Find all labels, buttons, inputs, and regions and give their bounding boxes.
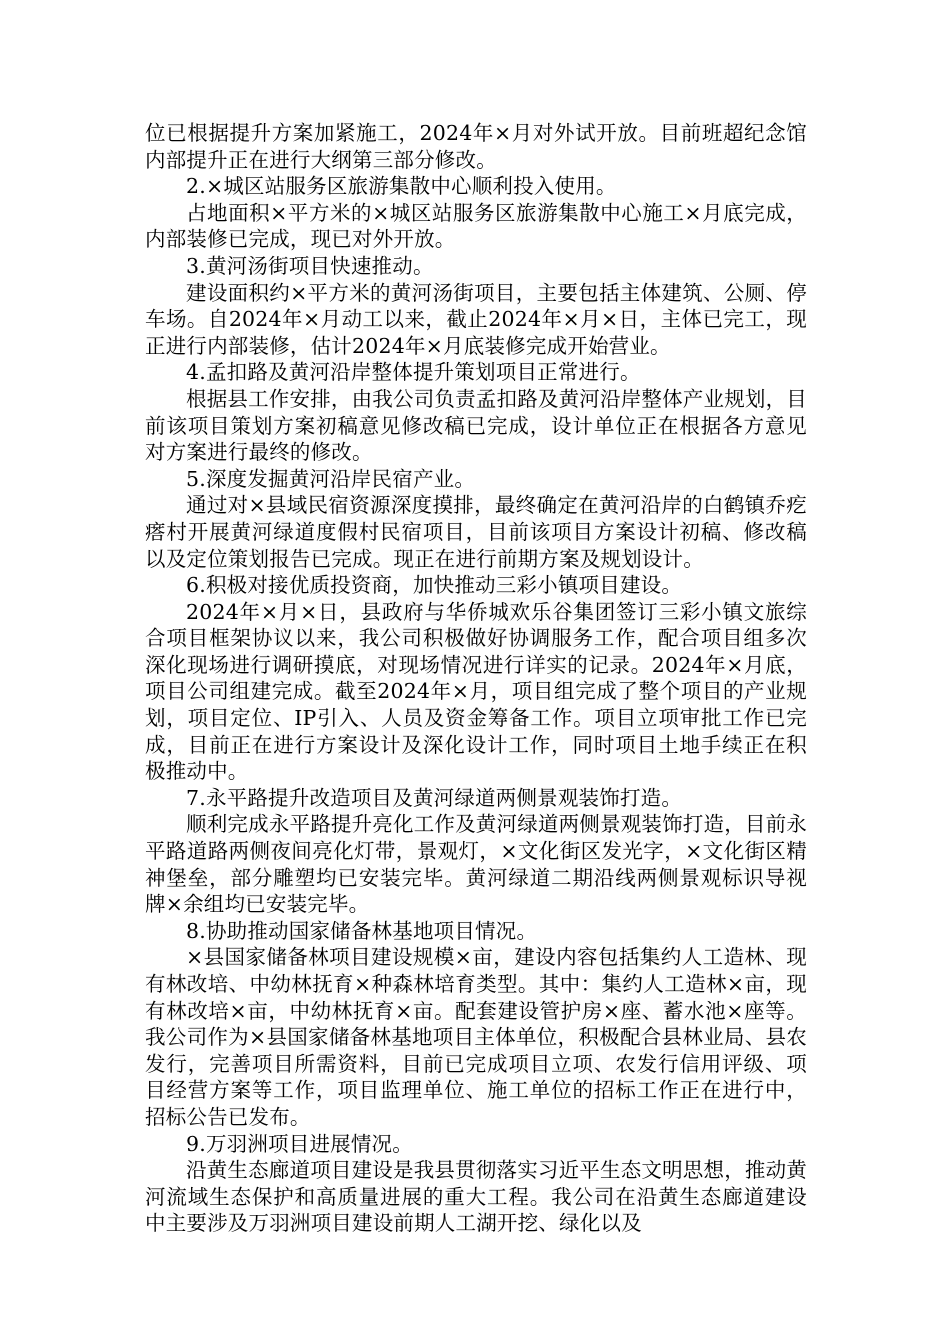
item-heading-3: 3.黄河汤街项目快速推动。: [186, 253, 434, 278]
paragraph-continued: 位已根据提升方案加紧施工，2024年×月对外试开放。目前班超纪念馆内部提升正在进行大纲第三部分修改。: [145, 121, 807, 172]
item-body-6: 2024年×月×日，县政府与华侨城欢乐谷集团签订三彩小镇文旅综合项目框架协议以来，我公司积极做好协调服务工作，配合项目组多次深化现场进行调研摸底，对现场情况进行详实的记录。2024年×月底，项目公司组建完成。截至2024年×月，项目组完成了整个项目的产业规划，项目定位、IP引入、人员及资金筹备工作。项目立项审批工作已完成，目前正在进行方案设计及深化设计工作，同时项目土地手续正在积极推动中。: [145, 599, 807, 784]
document-body: [145, 120, 807, 1237]
item-body-9: 沿黄生态廊道项目建设是我县贯彻落实习近平生态文明思想，推动黄河流域生态保护和高质量进展的重大工程。我公司在沿黄生态廊道建设中主要涉及万羽洲项目建设前期人工湖开挖、绿化以及: [145, 1158, 807, 1236]
item-body-8: ×县国家储备林项目建设规模×亩，建设内容包括集约人工造林、现有林改培、中幼林抚育×种森林培育类型。其中：集约人工造林×亩，现有林改培×亩，中幼林抚育×亩。配套建设管护房×座、蓄水池×座等。我公司作为×县国家储备林基地项目主体单位，积极配合县林业局、县农发行，完善项目所需资料，目前已完成项目立项、农发行信用评级、项目经营方案等工作，项目监理单位、施工单位的招标工作正在进行中，招标公告已发布。: [145, 945, 807, 1129]
item-heading-2: 2.×城区站服务区旅游集散中心顺利投入使用。: [186, 174, 617, 199]
item-heading-8: 8.协助推动国家储备林基地项目情况。: [186, 918, 538, 943]
item-body-7: 顺利完成永平路提升亮化工作及黄河绿道两侧景观装饰打造，目前永平路道路两侧夜间亮化灯带，景观灯，×文化街区发光字，×文化街区精神堡垒，部分雕塑均已安装完毕。黄河绿道二期沿线两侧景观标识导视牌×余组均已安装完毕。: [145, 812, 807, 917]
item-heading-6: 6.积极对接优质投资商，加快推动三彩小镇项目建设。: [186, 573, 683, 598]
item-body-3: 建设面积约×平方米的黄河汤街项目，主要包括主体建筑、公厕、停车场。自2024年×月动工以来，截止2024年×月×日，主体已完工，现正进行内部装修，估计2024年×月底装修完成开始营业。: [145, 280, 807, 358]
item-heading-5: 5.深度发掘黄河沿岸民宿产业。: [186, 466, 476, 491]
item-body-2: 占地面积×平方米的×城区站服务区旅游集散中心施工×月底完成，内部装修已完成，现已对外开放。: [145, 200, 807, 252]
item-body-4: 根据县工作安排，由我公司负责孟扣路及黄河沿岸整体产业规划，目前该项目策划方案初稿意见修改稿已完成，设计单位正在根据各方意见对方案进行最终的修改。: [145, 386, 807, 465]
item-body-5: 通过对×县域民宿资源深度摸排，最终确定在黄河沿岸的白鹤镇乔疙瘩村开展黄河绿道度假村民宿项目，目前该项目方案设计初稿、修改稿以及定位策划报告已完成。现正在进行前期方案及规划设计。: [145, 493, 807, 571]
item-heading-7: 7.永平路提升改造项目及黄河绿道两侧景观装饰打造。: [186, 785, 683, 810]
item-heading-4: 4.孟扣路及黄河沿岸整体提升策划项目正常进行。: [186, 360, 641, 385]
item-heading-9: 9.万羽洲项目进展情况。: [186, 1131, 413, 1156]
